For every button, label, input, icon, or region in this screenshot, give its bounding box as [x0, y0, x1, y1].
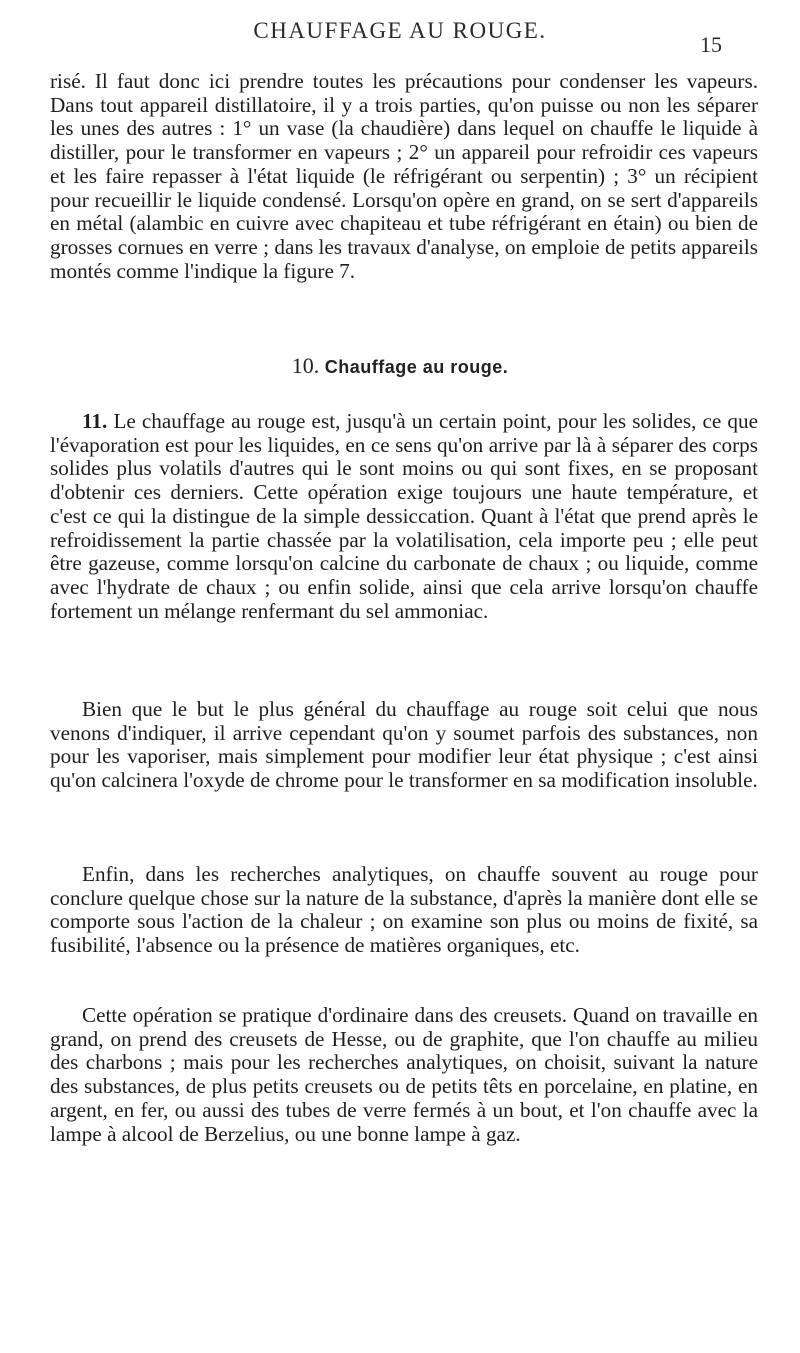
- section-number: 10.: [291, 353, 320, 378]
- paragraph-text: [50, 410, 758, 623]
- paragraph-bien-que: [50, 698, 758, 793]
- paragraph-number: 11.: [82, 409, 108, 433]
- paragraph-cette-operation: [50, 1004, 758, 1146]
- paragraph-distillation: [50, 70, 758, 283]
- paragraph-text: risé. Il faut donc ici prendre toutes les précautions pour condenser les vapeurs. Dans tout appareil distillatoire, il y a trois parties, qu'on puisse ou non les séparer les unes des autres : 1° un vase (la chaudière) dans lequel on chauffe le liquide à distiller, pour le transformer en vapeurs ; 2° un appareil pour refroidir ces vapeurs et les faire repasser à l'état liquide (le réfrigérant ou serpentin) ; 3° un récipient pour recueillir le liquide condensé. Lorsqu'on opère en grand, on se sert d'appareils en métal (alambic en cuivre avec chapiteau et tube réfrigérant en étain) ou bien de grosses cornues en verre ; dans les travaux d'analyse, on emploie de petits appareils montés comme l'indique la figure 7.: [50, 69, 758, 283]
- running-head: [0, 18, 800, 58]
- paragraph-text: Bien que le but le plus général du chauffage au rouge soit celui que nous venons d'indiquer, il arrive cependant qu'on y soumet parfois des substances, non pour les vaporiser, mais simplement pour modifier leur état physique ; c'est ainsi qu'on calcinera l'oxyde de chrome pour le transformer en sa modification insoluble.: [50, 697, 758, 793]
- paragraph-11: [50, 410, 758, 623]
- paragraph-text: Enfin, dans les recherches analytiques, on chauffe souvent au rouge pour conclure quelque chose sur la nature de la substance, d'après la manière dont elle se comporte sous l'action de la chaleur ; on examine son plus ou moins de fixité, sa fusibilité, l'absence ou la présence de matières organiques, etc.: [50, 862, 759, 958]
- paragraph-enfin: [50, 863, 758, 958]
- paragraph-body: Le chauffage au rouge est, jusqu'à un certain point, pour les solides, ce que l'évaporation est pour les liquides, en ce sens qu'on arrive par là à séparer des corps solides plus volatils d'autres qui le sont moins ou qui sont fixes, en se proposant d'obtenir ces derniers. Cette opération exige toujours une haute température, et c'est ce qui la distingue de la simple dessiccation. Quant à l'état que prend après le refroidissement la partie chassée par la volatilisation, cela importe peu ; elle peut être gazeuse, comme lorsqu'on calcine du carbonate de chaux ; ou liquide, comme avec l'hydrate de chaux ; ou enfin solide, ainsi que cela arrive lorsqu'on chauffe fortement un mélange renfermant du sel ammoniac.: [50, 409, 759, 623]
- paragraph-text: Cette opération se pratique d'ordinaire dans des creusets. Quand on travaille en grand, on prend des creusets de Hesse, ou de graphite, que l'on chauffe au milieu des charbons ; mais pour les recherches analytiques, on choisit, suivant la nature des substances, de plus petits creusets ou de petits têts en porcelaine, en platine, en argent, en fer, ou aussi des tubes de verre fermés à un bout, et l'on chauffe avec la lampe à alcool de Berzelius, ou une bonne lampe à gaz.: [50, 1003, 758, 1146]
- section-heading: [0, 353, 800, 379]
- section-title: Chauffage au rouge.: [324, 357, 509, 377]
- page-number: 15: [700, 32, 722, 57]
- running-title: CHAUFFAGE AU ROUGE.: [253, 18, 547, 43]
